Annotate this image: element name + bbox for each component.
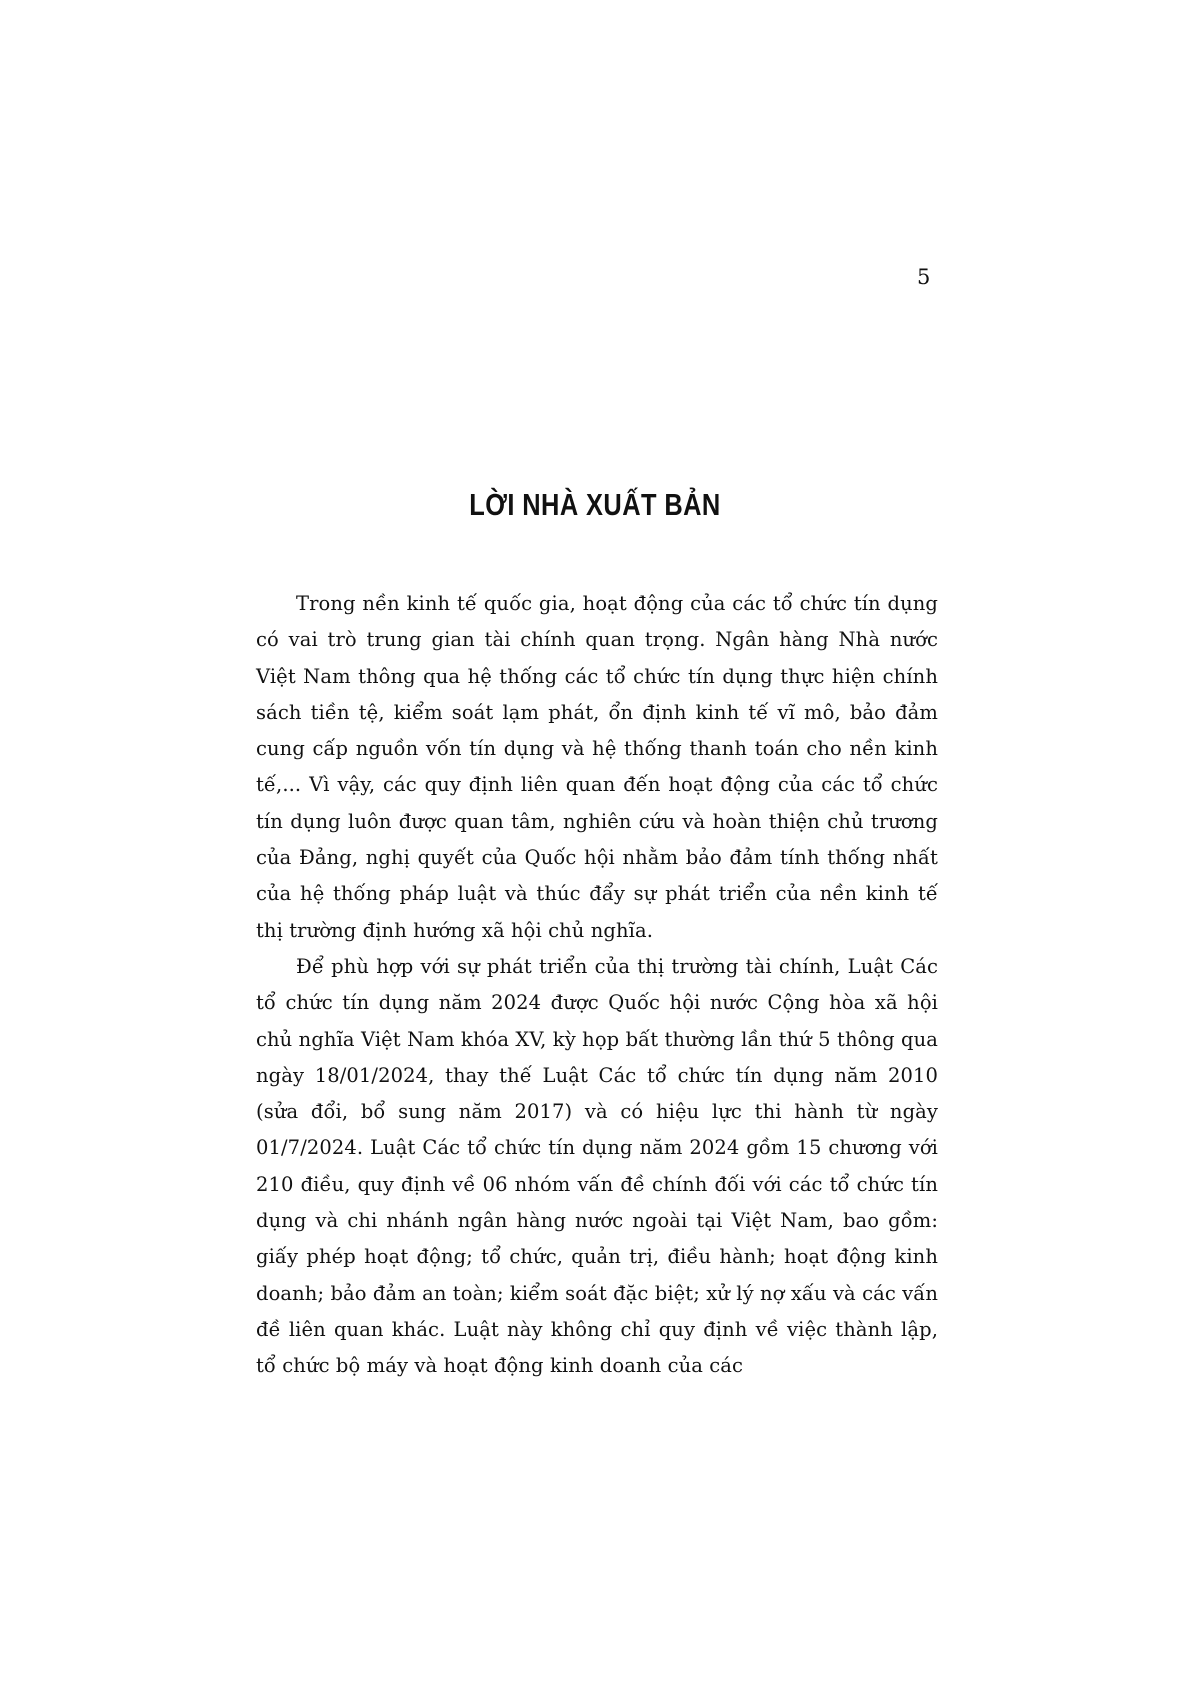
paragraph: Trong nền kinh tế quốc gia, hoạt động của các tổ chức tín dụng có vai trò trung gian tài chính quan trọng. Ngân hàng Nhà nước Việt Nam thông qua hệ thống các tổ chức tín dụng thực hiện chính sách tiền tệ, kiểm soát lạm phát, ổn định kinh tế vĩ mô, bảo đảm cung cấp nguồn vốn tín dụng và hệ thống thanh toán cho nền kinh tế,... Vì vậy, các quy định liên quan đến hoạt động của các tổ chức tín dụng luôn được quan tâm, nghiên cứu và hoàn thiện chủ trương của Đảng, nghị quyết của Quốc hội nhằm bảo đảm tính thống nhất của hệ thống pháp luật và thúc đẩy sự phát triển của nền kinh tế thị trường định hướng xã hội chủ nghĩa. bbox=[256, 592, 938, 942]
body-text bbox=[256, 586, 938, 1385]
page-number: 5 bbox=[917, 265, 931, 289]
page-title: LỜI NHÀ XUẤT BẢN bbox=[469, 487, 721, 522]
paragraph: Để phù hợp với sự phát triển của thị trường tài chính, Luật Các tổ chức tín dụng năm 2024 được Quốc hội nước Cộng hòa xã hội chủ nghĩa Việt Nam khóa XV, kỳ họp bất thường lần thứ 5 thông qua ngày 18/01/2024, thay thế Luật Các tổ chức tín dụng năm 2010 (sửa đổi, bổ sung năm 2017) và có hiệu lực thi hành từ ngày 01/7/2024. Luật Các tổ chức tín dụng năm 2024 gồm 15 chương với 210 điều, quy định về 06 nhóm vấn đề chính đối với các tổ chức tín dụng và chi nhánh ngân hàng nước ngoài tại Việt Nam, bao gồm: giấy phép hoạt động; tổ chức, quản trị, điều hành; hoạt động kinh doanh; bảo đảm an toàn; kiểm soát đặc biệt; xử lý nợ xấu và các vấn đề liên quan khác. Luật này không chỉ quy định về việc thành lập, tổ chức bộ máy và hoạt động kinh doanh của các bbox=[256, 954, 938, 1378]
